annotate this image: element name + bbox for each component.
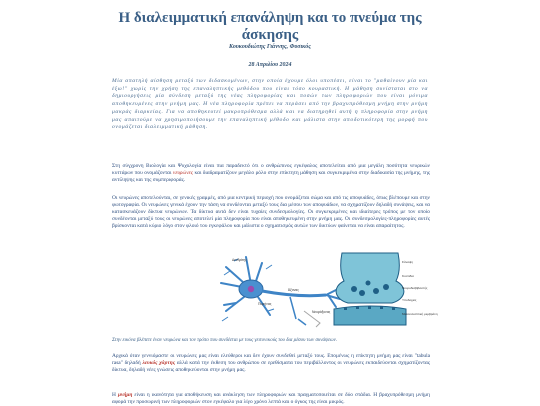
label-membrane: Μετασυναπτική μεμβράνη (402, 312, 438, 316)
term-memory: μνήμη (117, 392, 133, 398)
label-axon: Άξονας (288, 288, 299, 292)
article-abstract: Μία απατηλή αίσθηση μεταξύ των διδασκομένων, στην οποία έχουμε όλοι υποπέσει, είναι το "μαθαίνουν μία και έξω!" χωρίς την χρήση της επαναληπτικής μεθόδου που είναι τόσο κουραστική. Η μάθηση συνίσταται στο να δημιουργήσεις μία σύνδεση μεταξύ της νέας πληροφορίας και ποσών των πληροφοριών που είναι μόνιμα αποθηκευμένες στην μνήμη μας. Η νέα πληροφορία πρέπει να περάσει από την βραχυπρόθεσμη μνήμη στην μνήμη μακράς διαρκείας. Για να αποθηκευτεί μακροπρόθεσμα αλλά και να διατηρηθεί αυτή η πληροφορία στην μνήμη μας απαιτούμε να χρησιμοποιήσουμε την επαναληπτική μέθοδο και μάλιστα στην αποδοτικότερη της μορφή που ονομάζεται διαλειμματική μάθηση. (112, 78, 428, 131)
label-dendrite: Δενδρίτης (232, 258, 247, 262)
neuron-illustration (221, 257, 340, 327)
paragraph-4 (112, 392, 430, 406)
article-authors: Κουκουδιώτης Γιάννης, Φυσικός (229, 44, 311, 50)
paragraph-3-before: Αρχικά όταν γεννιόμαστε οι νευρώνες μας είναι ελεύθεροι και δεν έχουν συνδεθεί μεταξύ τους. Επομένως η επίκτητη μνήμη μας είναι "tabula rasa" δηλαδή (112, 353, 430, 366)
synapse-illustration (334, 253, 406, 325)
paragraph-1-after: και διαδραματίζουν μεγάλο ρόλο στην επίκτητη μάθηση και συγκεκριμένα στην διαδικασία της μνήμης, της αντίληψης και της συμπεριφοράς. (112, 169, 430, 183)
label-synapse: Σύναψη (402, 260, 413, 264)
article-date: 28 Απριλίου 2024 (248, 62, 292, 68)
figure-caption: Στην εικόνα βλέπετε έναν νευρώνα και τον τρόπο που συνδέεται με τους γειτονικούς του δια μέσου των συνάψεων. (112, 338, 338, 343)
paragraph-4-before: Η (112, 392, 118, 398)
label-neurotransmitter: Νευροδιαβιβαστής (402, 286, 428, 290)
paragraph-4-after: είναι η ικανότητα για αποθήκευση και ανάκληση των πληροφοριών και πραγματοποιείται σε δύο στάδια. Η βραχυπρόθεσμη μνήμη αφορά την προσωρινή των πληροφοριών στον εγκέφαλο για λίγο χρόνο λεπτά και ο όγκος της είναι μικρός. (112, 392, 430, 405)
paragraph-1-before: Στη σύγχρονη Βιολογία και Ψυχολογία είναι πια παραδεκτό ότι ο ανθρώπινος εγκέφαλος αποτελείται από μια μεγάλη ποσότητα νευρικών κυττάρων που ονομάζονται (112, 163, 430, 176)
paragraph-1 (112, 163, 430, 184)
paragraph-2: Οι νευρώνες αποτελούνται, σε γενικές γραμμές, από μια κεντρική περιοχή που ονομάζεται σώμα και από τις αποφυάδες, όπως βλέπουμε και στην φωτογραφία. Οι νευρώνες γενικά έχουν την τάση να συνδέονται μεταξύ τους δια μέσου των αποφυάδων, να σχηματίζουν δηλαδή συνάψεις, και να κατασκευάζουν δίκτυα νευρώνων. Τα δίκτυα αυτά δεν είναι τυχαίες συνδεσμολογίες. Οι συγκεκριμένες και ιδιαίτερες τρόπος με τον οποίο συνδέονται μεταξύ τους οι νευρώνες αποτελεί μία πληροφορία που είναι αποθηκευμένη στην μνήμη μας. Οι συνδεσμολογίες-πληροφορίες αυτές βρίσκονται κατά κύριο λόγο στον φλοιό του εγκεφάλου και μάλιστα ο σχηματισμός αυτών των δικτύων φαίνεται να είναι απαραίτητος. (112, 195, 430, 229)
neuron-synapse-figure (216, 253, 438, 328)
article-title: Η διαλειμματική επανάληψη και το πνεύμα της άσκησης (118, 10, 422, 43)
label-vesicles: Κυστίδια (402, 274, 414, 278)
term-blank-slate: λευκός χάρτης (142, 359, 176, 366)
paragraph-3-after: αλλά κατά την έκθεση του ανθρώπου σε ερεθίσματα του περιβάλλοντος οι νευρώνες εκπαιδεύονται σχηματίζοντας δίκτυα, δηλαδή νέες γνώσεις αποθηκεύονται στην μνήμη μας. (112, 359, 430, 373)
term-neurons: νευρώνες (172, 169, 193, 176)
label-nucleus: Πυρήνας (258, 302, 272, 306)
label-terminal: Νευράξονας (312, 310, 331, 314)
label-receptor: Υποδοχείς (402, 298, 417, 302)
paragraph-3 (112, 353, 430, 374)
